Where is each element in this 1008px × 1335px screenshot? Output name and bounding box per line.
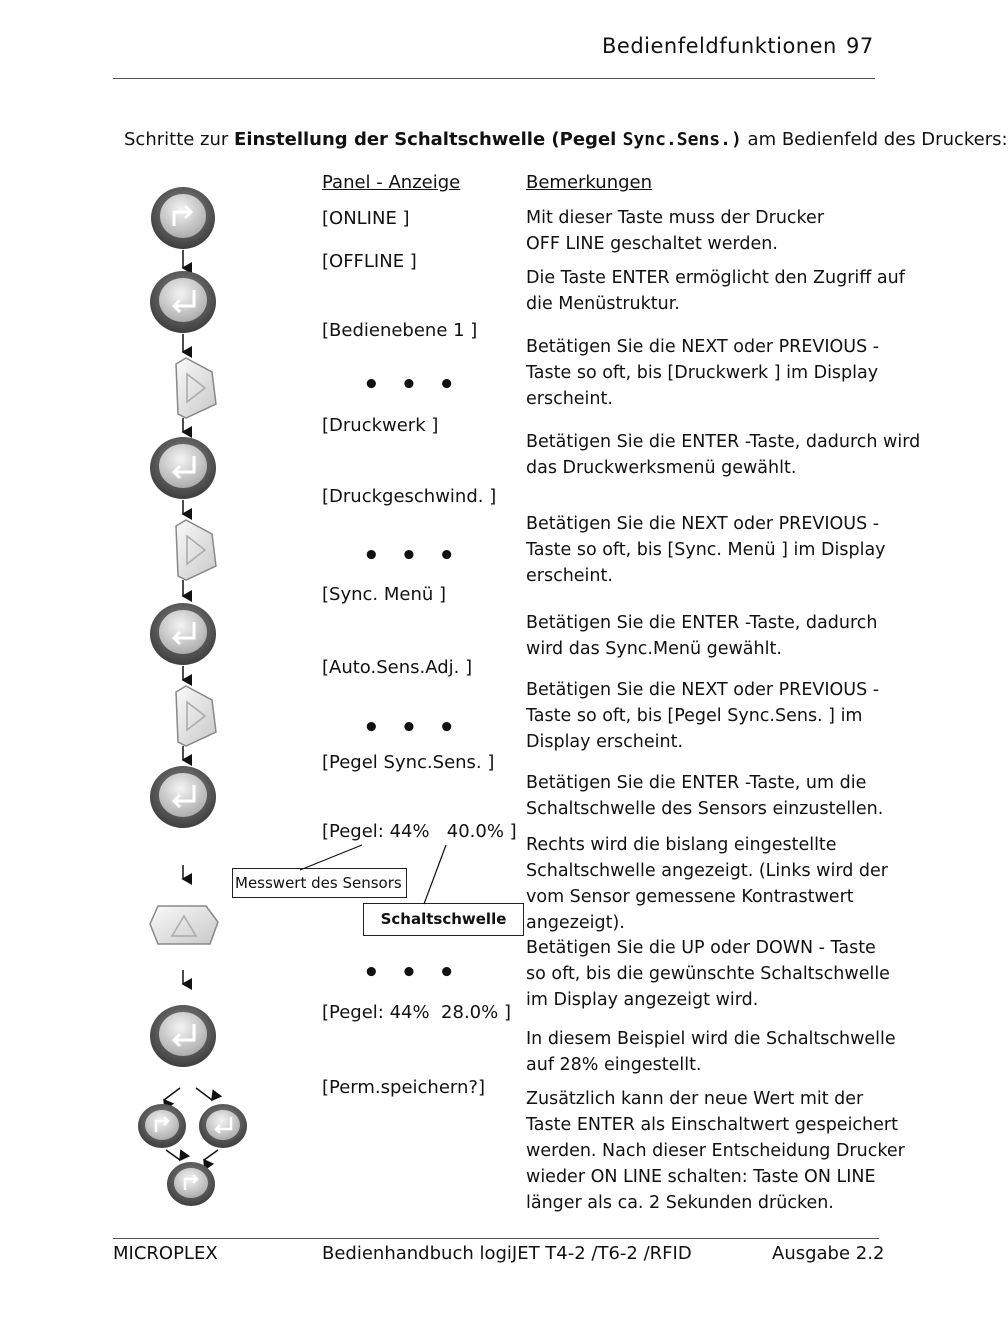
enter-key-icon <box>150 271 216 333</box>
footer-brand: MICROPLEX <box>113 1243 218 1264</box>
callout-line-measured <box>300 845 362 870</box>
remark-6: Betätigen Sie die ENTER -Taste, dadurch wird das Sync.Menü gewählt. <box>526 613 878 659</box>
remark-2: Die Taste ENTER ermöglicht den Zugriff auf die Menüstruktur. <box>526 268 905 314</box>
callout-line-threshold <box>424 845 446 904</box>
enter-key-icon <box>150 1005 216 1067</box>
intro-sentence: Schritte zur Einstellung der Schaltschwelle (Pegel Sync.Sens.) am Bedienfeld des Druckers: <box>124 129 1008 150</box>
panel-pegel-sync-sens: [Pegel Sync.Sens. ] <box>322 752 495 773</box>
next-key-icon <box>176 358 216 418</box>
footer-rule <box>113 1238 879 1239</box>
remark-11: In diesem Beispiel wird die Schaltschwelle auf 28% eingestellt. <box>526 1029 896 1075</box>
panel-bedienebene: [Bedienebene 1 ] <box>322 320 478 341</box>
next-key-icon <box>176 520 216 580</box>
online-key-icon <box>167 1162 215 1206</box>
enter-key-icon <box>150 766 216 828</box>
panel-druckgeschwind: [Druckgeschwind. ] <box>322 486 497 507</box>
enter-key-icon <box>199 1104 247 1148</box>
page-number: 97 <box>846 34 874 58</box>
down-arrow-icon <box>166 1150 180 1160</box>
panel-sync-menu: [Sync. Menü ] <box>322 584 447 605</box>
remark-5: Betätigen Sie die NEXT oder PREVIOUS - Taste so oft, bis [Sync. Menü ] im Display erscheint. <box>526 514 886 586</box>
remark-1: Mit dieser Taste muss der Drucker OFF LINE geschaltet werden. <box>526 208 825 254</box>
panel-dots-3: • • • <box>363 713 461 743</box>
down-arrow-icon <box>164 1088 180 1100</box>
remark-8: Betätigen Sie die ENTER -Taste, um die Schaltschwelle des Sensors einzustellen. <box>526 773 884 819</box>
up-key-icon <box>150 906 218 944</box>
remark-10: Betätigen Sie die UP oder DOWN - Taste so oft, bis die gewünschte Schaltschwelle im Display angezeigt wird. <box>526 938 890 1010</box>
panel-dots-2: • • • <box>363 541 461 571</box>
panel-pegel-40: [Pegel: 44% 40.0% ] <box>322 821 517 842</box>
column-header-remarks: Bemerkungen <box>526 172 653 193</box>
remark-9: Rechts wird die bislang eingestellte Schaltschwelle angezeigt. (Links wird der vom Sensor gemessene Kontrastwert angezeigt). <box>526 835 888 933</box>
online-key-icon <box>138 1104 186 1148</box>
callout-measured-value: Messwert des Sensors <box>232 868 407 898</box>
down-arrow-icon <box>204 1150 218 1160</box>
remark-3: Betätigen Sie die NEXT oder PREVIOUS - Taste so oft, bis [Druckwerk ] im Display erscheint. <box>526 337 880 409</box>
panel-online: [ONLINE ] <box>322 208 410 229</box>
panel-pegel-28: [Pegel: 44% 28.0% ] <box>322 1002 511 1023</box>
enter-key-icon <box>150 603 216 665</box>
remark-12: Zusätzlich kann der neue Wert mit der Taste ENTER als Einschaltwert gespeichert werden. Nach dieser Entscheidung Drucker wieder ON LINE schalten: Taste ON LINE länger als ca. 2 Sekunden drücken. <box>526 1089 905 1213</box>
panel-perm-speichern: [Perm.speichern?] <box>322 1077 485 1098</box>
panel-offline: [OFFLINE ] <box>322 251 417 272</box>
remark-4: Betätigen Sie die ENTER -Taste, dadurch wird das Druckwerksmenü gewählt. <box>526 432 921 478</box>
panel-dots-1: • • • <box>363 370 461 400</box>
remark-7: Betätigen Sie die NEXT oder PREVIOUS - Taste so oft, bis [Pegel Sync.Sens. ] im Display erscheint. <box>526 680 880 752</box>
panel-druckwerk: [Druckwerk ] <box>322 415 439 436</box>
enter-key-icon <box>150 437 216 499</box>
callout-threshold: Schaltschwelle <box>363 903 524 936</box>
online-key-icon <box>151 187 215 249</box>
panel-dots-4: • • • <box>363 958 461 988</box>
footer-edition: Ausgabe 2.2 <box>772 1243 885 1264</box>
panel-auto-sens-adj: [Auto.Sens.Adj. ] <box>322 657 473 678</box>
footer-manual-title: Bedienhandbuch logiJET T4-2 /T6-2 /RFID <box>322 1243 692 1264</box>
column-header-panel: Panel - Anzeige <box>322 172 461 193</box>
down-arrow-icon <box>196 1088 212 1100</box>
header-title: Bedienfeldfunktionen <box>602 34 837 58</box>
next-key-icon <box>176 686 216 746</box>
